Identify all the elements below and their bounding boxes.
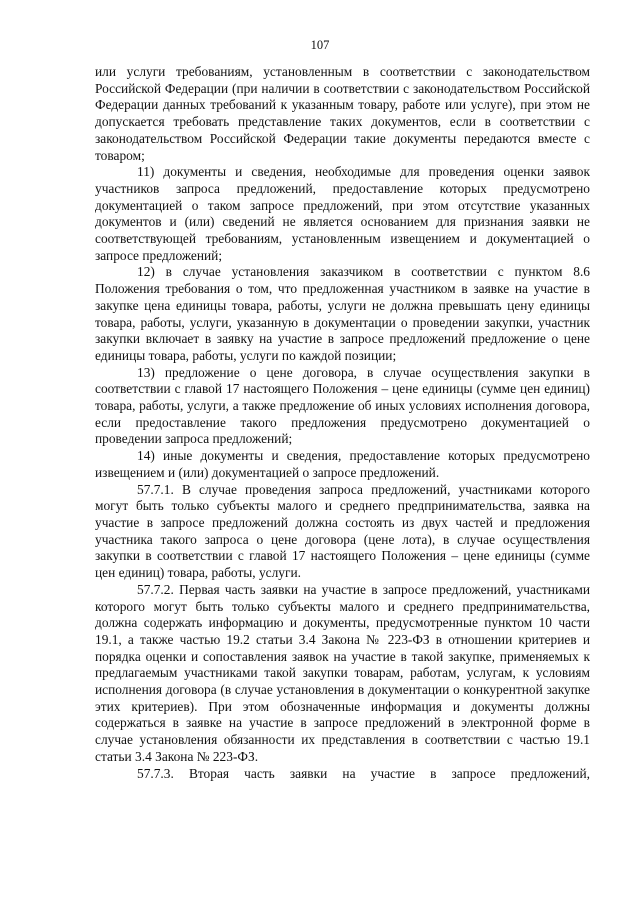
page-number: 107 (310, 38, 330, 52)
document-body (95, 64, 590, 782)
paragraph-item-14: 14) иные документы и сведения, предоставление которых предусмотрено извещением и (или) документацией о запросе предложений. (95, 448, 590, 480)
paragraph-item-11: 11) документы и сведения, необходимые для проведения оценки заявок участников запроса предложений, предоставление которых предусмотрено документацией о таком запросе предложений, при этом отсутствие указанных документов и (или) сведений не является основанием для признания заявки не соответствующей требованиям, установленным извещением и документацией о запросе предложений; (95, 164, 590, 263)
paragraph-57-7-3: 57.7.3. Вторая часть заявки на участие в запросе предложений, (137, 765, 590, 781)
paragraph-57-7-2: 57.7.2. Первая часть заявки на участие в запросе предложений, участниками которого могут быть только субъекты малого и среднего предпринимательства, должна содержать информацию и документы, предусмотренные пунктом 10 части 19.1, а также частью 19.2 статьи 3.4 Закона № 223-ФЗ в отношении критериев и порядка оценки и сопоставления заявок на участие в такой закупке, применяемых к предлагаемым участниками такой закупки товарам, работам, услугам, к условиям исполнения договора (в случае установления в документации о конкурентной закупке этих критериев). При этом обозначенные информация и документы должны содержаться в заявке на участие в запросе предложений в электронной форме в случае установления обязанности их представления в соответствии с частью 19.1 статьи 3.4 Закона № 223-ФЗ. (95, 581, 590, 764)
paragraph-continuation: или услуги требованиям, установленным в соответствии с законодательством Российской Федерации (при наличии в соответствии с законодательством Российской Федерации данных требований к указанным товару, работе или услуге), при этом не допускается требовать представление таких документов, если в соответствии с законодательством Российской Федерации такие документы передаются вместе с товаром; (95, 64, 590, 163)
paragraph-item-13: 13) предложение о цене договора, в случае осуществления закупки в соответствии с главой 17 настоящего Положения – цене единицы (сумме цен единиц) товара, работы, услуги, а также предложение об иных условиях исполнения договора, если предоставление такого предложения предусмотрено документацией о проведении запроса предложений; (95, 364, 590, 447)
paragraph-item-12: 12) в случае установления заказчиком в соответствии с пунктом 8.6 Положения требования о том, что предложенная участником в заявке на участие в закупке цена единицы товара, работы, услуги не должна превышать цену единицы товара, работы, услуги, указанную в документации о проведении закупки, участник закупки включает в заявку на участие в запросе предложений предложение о цене единицы товара, работы, услуги по каждой позиции; (95, 264, 590, 363)
paragraph-57-7-1: 57.7.1. В случае проведения запроса предложений, участниками которого могут быть только субъекты малого и среднего предпринимательства, заявка на участие в запросе предложений должна состоять из двух частей и предложения участника такого запроса о цене договора (цене лота), в случае осуществления закупки в соответствии с главой 17 настоящего Положения – цене единицы (сумме цен единиц) товара, работы, услуги. (95, 481, 590, 581)
